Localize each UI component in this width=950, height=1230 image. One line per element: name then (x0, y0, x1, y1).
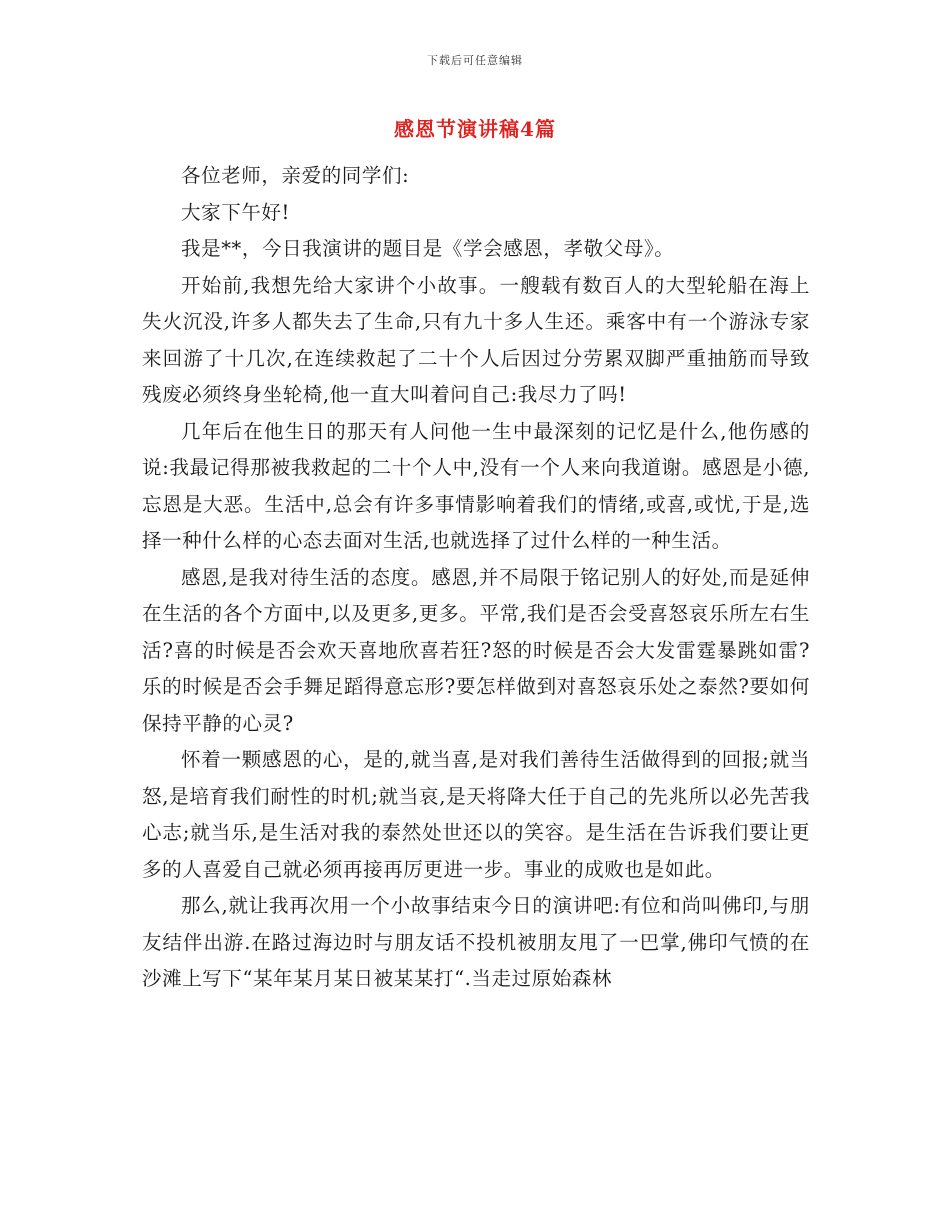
document-title: 感恩节演讲稿4篇 (394, 117, 556, 141)
document-body (142, 158, 810, 998)
closing-story-paragraph: 那么,就让我再次用一个小故事结束今日的演讲吧:有位和尚叫佛印,与朋友结伴出游.在路过海边时与朋友话不投机被朋友甩了一巴掌,佛印气愤的在沙滩上写下“某年某月某日被某某打“.当走过原始森林 (142, 894, 810, 990)
grateful-heart-paragraph: 怀着一颗感恩的心，是的,就当喜,是对我们善待生活做得到的回报;就当怒,是培育我们耐性的时机;就当哀,是天将降大任于自己的先兆所以必先苦我心志;就当乐,是生活对我的泰然处世还以的笑容。是生活在告诉我们要让更多的人喜爱自己就必须再接再厉更进一步。事业的成败也是如此。 (142, 748, 810, 881)
story-paragraph: 开始前,我想先给大家讲个小故事。一艘载有数百人的大型轮船在海上失火沉没,许多人都失去了生命,只有九十多人生还。乘客中有一个游泳专家来回游了十几次,在连续救起了二十个人后因过分劳累双脚严重抽筋而导致残废必须终身坐轮椅,他一直大叫着问自己:我尽力了吗! (142, 273, 810, 406)
intro-paragraph: 我是**，今日我演讲的题目是《学会感恩，孝敬父母》。 (181, 237, 675, 260)
attitude-paragraph: 感恩,是我对待生活的态度。感恩,并不局限于铭记别人的好处,而是延伸在生活的各个方面中,以及更多,更多。平常,我们是否会受喜怒哀乐所左右生活?喜的时候是否会欢天喜地欣喜若狂?怒的时候是否会大发雷霆暴跳如雷?乐的时候是否会手舞足蹈得意忘形?要怎样做到对喜怒哀乐处之泰然?要如何保持平静的心灵? (142, 565, 810, 735)
greeting-paragraph: 各位老师，亲爱的同学们: (181, 164, 410, 187)
memory-paragraph: 几年后在他生日的那天有人问他一生中最深刻的记忆是什么,他伤感的说:我最记得那被我救起的二十个人中,没有一个人来向我道谢。感恩是小德,忘恩是大恶。生活中,总会有许多事情影响着我们的情绪,或喜,或忧,于是,选择一种什么样的心态去面对生活,也就选择了过什么样的一种生活。 (142, 419, 810, 552)
header-note: 下载后可任意编辑 (427, 54, 523, 67)
salutation-paragraph: 大家下午好! (181, 200, 290, 224)
